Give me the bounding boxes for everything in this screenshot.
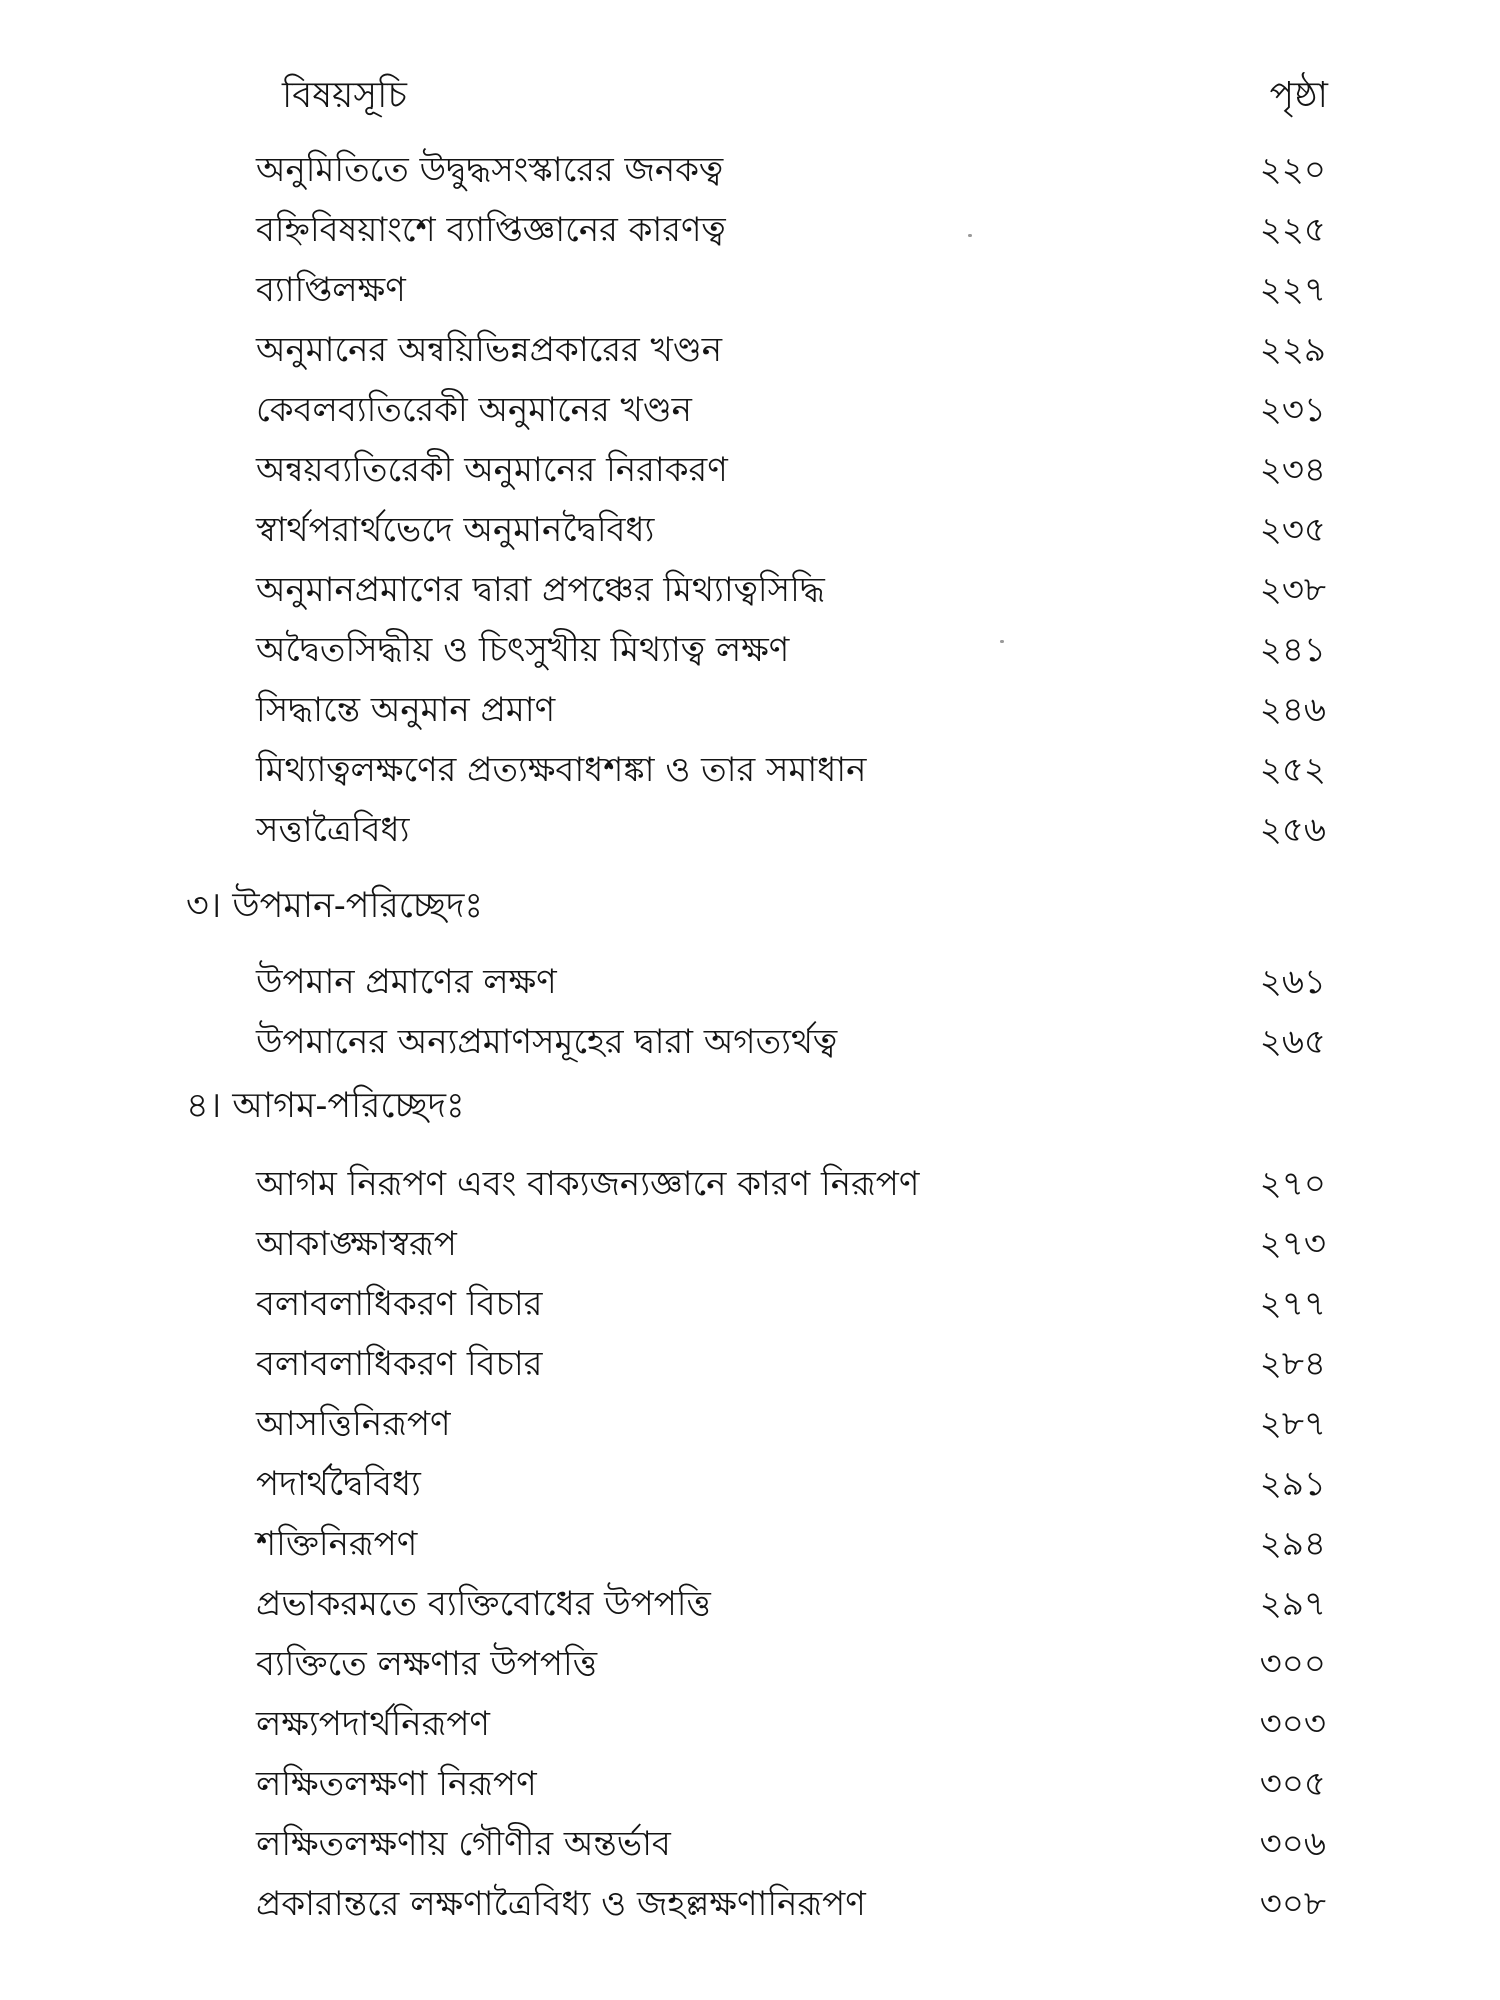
entry-title: সত্তাত্রৈবিধ্য bbox=[256, 810, 410, 850]
entry-title: সিদ্ধান্তে অনুমান প্রমাণ bbox=[256, 690, 556, 730]
entry-title: অদ্বৈতসিদ্ধীয় ও চিৎসুখীয় মিথ্যাত্ব লক্ষণ bbox=[256, 630, 790, 670]
toc-entry bbox=[0, 1274, 1500, 1334]
entry-page: ৩০৫ bbox=[1259, 1764, 1326, 1804]
entry-title: উপমান প্রমাণের লক্ষণ bbox=[256, 962, 557, 1002]
contents-heading: বিষয়সূচি bbox=[282, 75, 407, 116]
entry-title: আকাঙ্ক্ষাস্বরূপ bbox=[256, 1224, 457, 1264]
entry-page: ২২৫ bbox=[1259, 210, 1326, 250]
entry-page: ২২৯ bbox=[1259, 330, 1326, 370]
paper-speck bbox=[1000, 640, 1004, 643]
entry-page: ২৯৪ bbox=[1259, 1524, 1326, 1564]
entry-title: আসত্তিনিরূপণ bbox=[256, 1404, 451, 1444]
toc-entry bbox=[0, 1012, 1500, 1072]
page-column-heading: পৃষ্ঠা bbox=[1269, 75, 1328, 116]
toc-entry bbox=[0, 740, 1500, 800]
toc-entry bbox=[0, 1394, 1500, 1454]
toc-entry bbox=[0, 620, 1500, 680]
entry-title: অনুমানপ্রমাণের দ্বারা প্রপঞ্চের মিথ্যাত্বসিদ্ধি bbox=[256, 570, 825, 610]
toc-entry bbox=[0, 1514, 1500, 1574]
entry-page: ২৩৪ bbox=[1259, 450, 1326, 490]
entry-page: ২২০ bbox=[1259, 150, 1326, 190]
section-title: ৪। আগম-পরিচ্ছেদঃ bbox=[186, 1086, 465, 1126]
entry-title: প্রকারান্তরে লক্ষণাত্রৈবিধ্য ও জহল্লক্ষণানিরূপণ bbox=[256, 1884, 866, 1924]
entry-title: উপমানের অন্যপ্রমাণসমূহের দ্বারা অগত্যর্থত্ব bbox=[256, 1022, 838, 1062]
toc-entry bbox=[0, 320, 1500, 380]
toc-entry bbox=[0, 560, 1500, 620]
entry-title: শক্তিনিরূপণ bbox=[256, 1524, 418, 1564]
toc-list-inference bbox=[0, 140, 1500, 860]
entry-page: ২৭৩ bbox=[1259, 1224, 1326, 1264]
toc-entry bbox=[0, 680, 1500, 740]
entry-page: ২৫২ bbox=[1259, 750, 1326, 790]
toc-header bbox=[0, 66, 1500, 126]
toc-entry bbox=[0, 140, 1500, 200]
toc-list-agama bbox=[0, 1154, 1500, 1934]
entry-page: ২৮৪ bbox=[1259, 1344, 1326, 1384]
entry-title: প্রভাকরমতে ব্যক্তিবোধের উপপত্তি bbox=[256, 1584, 711, 1624]
toc-entry bbox=[0, 1574, 1500, 1634]
entry-page: ২৯৭ bbox=[1259, 1584, 1326, 1624]
entry-title: বহ্নিবিষয়াংশে ব্যাপ্তিজ্ঞানের কারণত্ব bbox=[256, 210, 726, 250]
toc-entry bbox=[0, 1814, 1500, 1874]
entry-title: ব্যাপ্তিলক্ষণ bbox=[256, 270, 406, 310]
entry-page: ২৭০ bbox=[1259, 1164, 1326, 1204]
section-heading-upamana bbox=[0, 876, 1500, 936]
toc-entry bbox=[0, 1634, 1500, 1694]
section-title: ৩। উপমান-পরিচ্ছেদঃ bbox=[186, 886, 483, 926]
toc-entry bbox=[0, 1214, 1500, 1274]
entry-title: অন্বয়ব্যতিরেকী অনুমানের নিরাকরণ bbox=[256, 450, 728, 490]
entry-page: ২৩১ bbox=[1259, 390, 1326, 430]
entry-title: স্বার্থপরার্থভেদে অনুমানদ্বৈবিধ্য bbox=[256, 510, 655, 550]
entry-page: ২৮৭ bbox=[1259, 1404, 1326, 1444]
entry-page: ৩০০ bbox=[1259, 1644, 1326, 1684]
toc-entry bbox=[0, 1154, 1500, 1214]
entry-page: ২৯১ bbox=[1259, 1464, 1326, 1504]
toc-entry bbox=[0, 440, 1500, 500]
toc-entry bbox=[0, 1754, 1500, 1814]
entry-title: অনুমানের অন্বয়িভিন্নপ্রকারের খণ্ডন bbox=[256, 330, 723, 370]
entry-page: ২৫৬ bbox=[1259, 810, 1326, 850]
toc-entry bbox=[0, 200, 1500, 260]
toc-list-upamana bbox=[0, 952, 1500, 1072]
toc-entry bbox=[0, 1334, 1500, 1394]
entry-title: বলাবলাধিকরণ বিচার bbox=[256, 1344, 543, 1384]
toc-entry bbox=[0, 380, 1500, 440]
entry-page: ২৬৫ bbox=[1259, 1022, 1326, 1062]
entry-page: ৩০৮ bbox=[1259, 1884, 1326, 1924]
entry-title: পদার্থদ্বৈবিধ্য bbox=[256, 1464, 421, 1504]
entry-title: লক্ষিতলক্ষণায় গৌণীর অন্তর্ভাব bbox=[256, 1824, 671, 1864]
toc-entry bbox=[0, 500, 1500, 560]
entry-page: ৩০৩ bbox=[1259, 1704, 1326, 1744]
entry-title: অনুমিতিতে উদ্বুদ্ধসংস্কারের জনকত্ব bbox=[256, 150, 724, 190]
entry-title: লক্ষিতলক্ষণা নিরূপণ bbox=[256, 1764, 537, 1804]
paper-speck bbox=[968, 234, 972, 237]
toc-entry bbox=[0, 952, 1500, 1012]
entry-page: ২৪৬ bbox=[1259, 690, 1326, 730]
entry-title: বলাবলাধিকরণ বিচার bbox=[256, 1284, 543, 1324]
toc-entry bbox=[0, 1454, 1500, 1514]
entry-title: ব্যক্তিতে লক্ষণার উপপত্তি bbox=[256, 1644, 598, 1684]
entry-page: ২৬১ bbox=[1259, 962, 1326, 1002]
entry-page: ২৩৮ bbox=[1259, 570, 1326, 610]
toc-entry bbox=[0, 800, 1500, 860]
toc-entry bbox=[0, 1694, 1500, 1754]
entry-page: ২৪১ bbox=[1259, 630, 1326, 670]
entry-title: মিথ্যাত্বলক্ষণের প্রত্যক্ষবাধশঙ্কা ও তার সমাধান bbox=[256, 750, 867, 790]
entry-page: ২৩৫ bbox=[1259, 510, 1326, 550]
entry-page: ২২৭ bbox=[1259, 270, 1326, 310]
toc-entry bbox=[0, 260, 1500, 320]
entry-title: লক্ষ্যপদার্থনিরূপণ bbox=[256, 1704, 490, 1744]
entry-title: আগম নিরূপণ এবং বাক্যজন্যজ্ঞানে কারণ নিরূপণ bbox=[256, 1164, 920, 1204]
entry-title: কেবলব্যতিরেকী অনুমানের খণ্ডন bbox=[256, 390, 692, 430]
entry-page: ২৭৭ bbox=[1259, 1284, 1326, 1324]
entry-page: ৩০৬ bbox=[1259, 1824, 1326, 1864]
toc-entry bbox=[0, 1874, 1500, 1934]
section-heading-agama bbox=[0, 1076, 1500, 1136]
